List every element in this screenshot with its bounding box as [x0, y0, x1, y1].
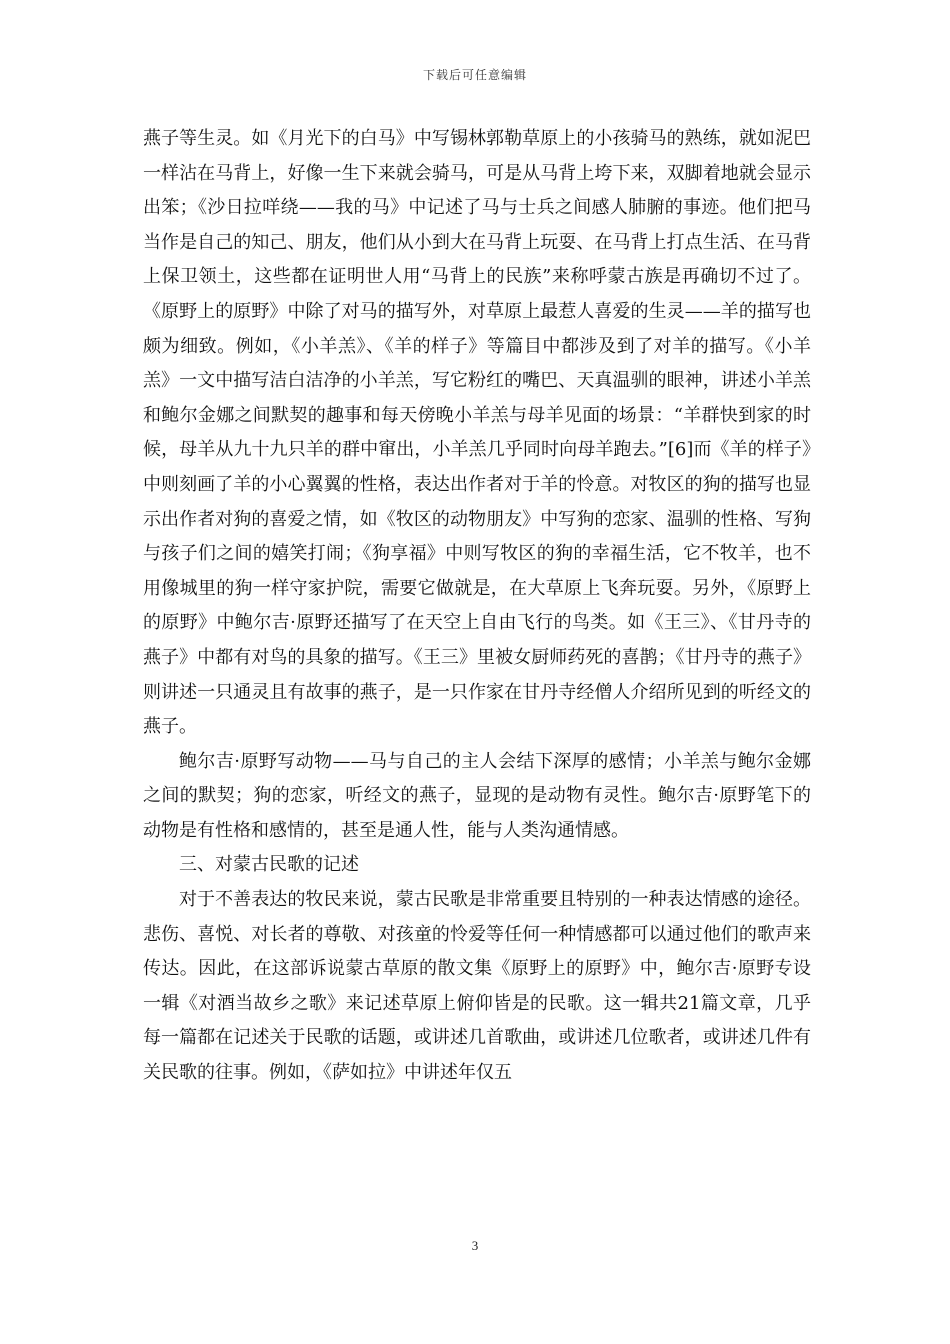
paragraph-1: 燕子等生灵。如《月光下的白马》中写锡林郭勒草原上的小孩骑马的熟练，就如泥巴一样沾在马背上，好像一生下来就会骑马，可是从马背上垮下来，双脚着地就会显示出笨；《沙日拉咩绕——我的马》中记述了马与士兵之间感人肺腑的事迹。他们把马当作是自己的知己、朋友，他们从小到大在马背上玩耍、在马背上打点生活、在马背上保卫领土，这些都在证明世人用“马背上的民族”来称呼蒙古族是再确切不过了。《原野上的原野》中除了对马的描写外，对草原上最惹人喜爱的生灵——羊的描写也颇为细致。例如，《小羊羔》、《羊的样子》等篇目中都涉及到了对羊的描写。《小羊羔》一文中描写洁白洁净的小羊羔，写它粉红的嘴巴、天真温驯的眼神，讲述小羊羔和鲍尔金娜之间默契的趣事和每天傍晚小羊羔与母羊见面的场景：“羊群快到家的时候，母羊从九十九只羊的群中窜出，小羊羔几乎同时向母羊跑去。”[6]而《羊的样子》中则刻画了羊的小心翼翼的性格，表达出作者对于羊的怜意。对牧区的狗的描写也显示出作者对狗的喜爱之情，如《牧区的动物朋友》中写狗的恋家、温驯的性格、写狗与孩子们之间的嬉笑打闹；《狗享福》中则写牧区的狗的幸福生活，它不牧羊，也不用像城里的狗一样守家护院，需要它做就是，在大草原上飞奔玩耍。另外，《原野上的原野》中鲍尔吉·原野还描写了在天空上自由飞行的鸟类。如《王三》、《甘丹寺的燕子》中都有对鸟的具象的描写。《王三》里被女厨师药死的喜鹊；《甘丹寺的燕子》则讲述一只通灵且有故事的燕子，是一只作家在甘丹寺经僧人介绍所见到的听经文的燕子。 [143, 128, 811, 738]
page-number: 3 [471, 1238, 479, 1253]
page-header: 下载后可任意编辑 [422, 68, 527, 82]
section-heading: 三、对蒙古民歌的记述 [179, 854, 359, 876]
paragraph-2: 鲍尔吉·原野写动物——马与自己的主人会结下深厚的感情；小羊羔与鲍尔金娜之间的默契；狗的恋家，听经文的燕子，显现的是动物有灵性。鲍尔吉·原野笔下的动物是有性格和感情的，甚至是通人性，能与人类沟通情感。 [143, 750, 811, 841]
body-text [143, 122, 811, 1091]
paragraph-3: 对于不善表达的牧民来说，蒙古民歌是非常重要且特别的一种表达情感的途径。悲伤、喜悦、对长者的尊敬、对孩童的怜爱等任何一种情感都可以通过他们的歌声来传达。因此，在这部诉说蒙古草原的散文集《原野上的原野》中，鲍尔吉·原野专设一辑《对酒当故乡之歌》来记述草原上俯仰皆是的民歌。这一辑共21篇文章，几乎每一篇都在记述关于民歌的话题，或讲述几首歌曲，或讲述几位歌者，或讲述几件有关民歌的往事。例如，《萨如拉》中讲述年仅五 [143, 889, 811, 1084]
